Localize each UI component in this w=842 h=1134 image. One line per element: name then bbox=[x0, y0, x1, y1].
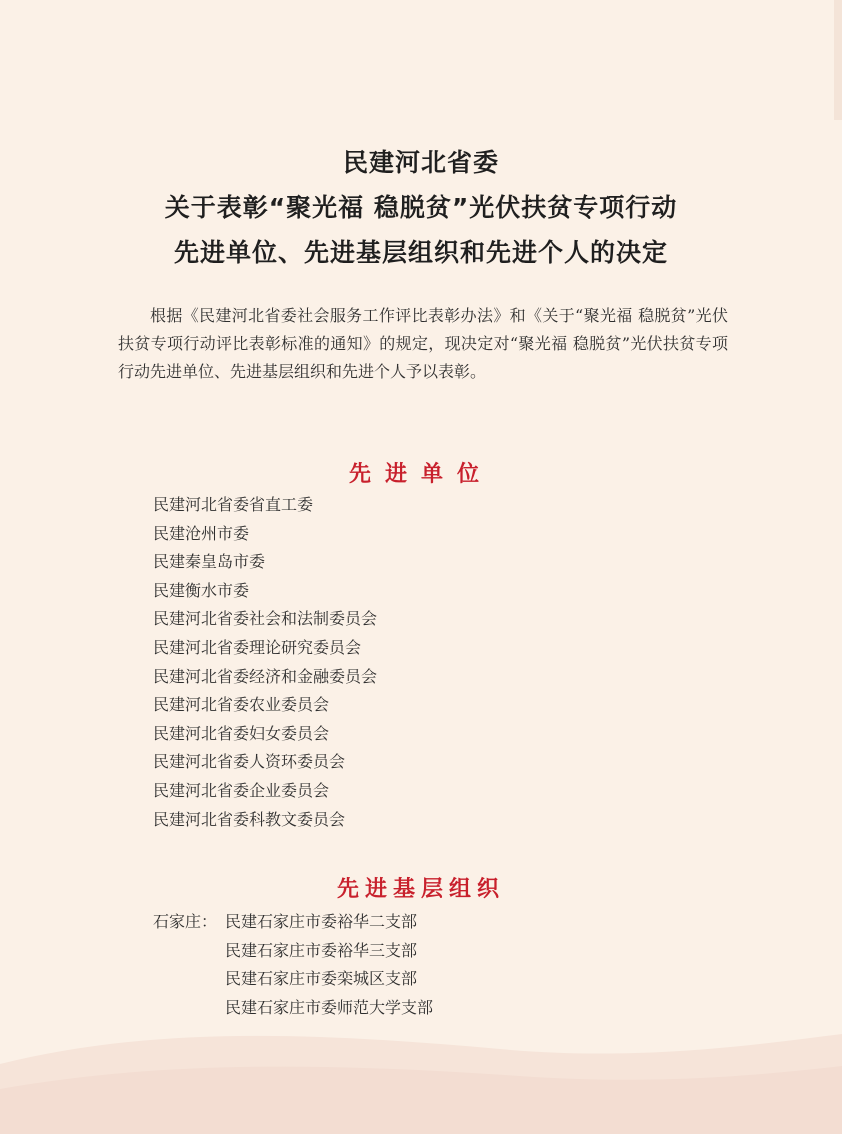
list-item: 民建石家庄市委师范大学支部 bbox=[225, 997, 434, 1017]
list-item: 民建沧州市委 bbox=[153, 523, 250, 543]
title-line-2: 关于表彰“聚光福 稳脱贫”光伏扶贫专项行动 bbox=[164, 193, 678, 222]
list-item: 民建衡水市委 bbox=[153, 580, 250, 600]
list-item: 民建河北省委经济和金融委员会 bbox=[153, 666, 378, 686]
list-item: 民建河北省委妇女委员会 bbox=[153, 723, 330, 743]
page-edge bbox=[834, 0, 842, 120]
title-line-1: 民建河北省委 bbox=[342, 148, 499, 177]
advanced-units-list bbox=[153, 491, 377, 834]
title-line-3: 先进单位、先进基层组织和先进个人的决定 bbox=[173, 238, 668, 267]
section-heading-advanced-grassroots: 先进基层组织 bbox=[336, 877, 505, 902]
list-item: 民建石家庄市委栾城区支部 bbox=[225, 969, 418, 989]
list-item: 民建河北省委人资环委员会 bbox=[153, 752, 346, 772]
list-item: 民建石家庄市委裕华二支部 bbox=[225, 912, 418, 931]
document-title bbox=[0, 140, 842, 275]
list-item: 民建河北省委科教文委员会 bbox=[153, 809, 346, 829]
list-item: 民建河北省委省直工委 bbox=[153, 495, 314, 514]
intro-paragraph: 根据《民建河北省委社会服务工作评比表彰办法》和《关于“聚光福 稳脱贫”光伏扶贫专项行动评比表彰标准的通知》的规定，现决定对“聚光福 稳脱贫”光伏扶贫专项行动先进单位、先进基层组织和先进个人予以表彰。 bbox=[118, 306, 728, 381]
list-item: 民建秦皇岛市委 bbox=[153, 552, 266, 572]
decorative-wave bbox=[0, 1004, 842, 1134]
list-item: 民建河北省委理论研究委员会 bbox=[153, 637, 362, 657]
list-item: 民建石家庄市委裕华三支部 bbox=[225, 940, 418, 960]
list-item: 民建河北省委社会和法制委员会 bbox=[153, 609, 378, 629]
list-item: 民建河北省委农业委员会 bbox=[153, 695, 330, 715]
section-heading-advanced-units: 先进单位 bbox=[348, 462, 493, 487]
list-item: 民建河北省委企业委员会 bbox=[153, 780, 330, 800]
city-label: 石家庄： bbox=[153, 912, 218, 931]
